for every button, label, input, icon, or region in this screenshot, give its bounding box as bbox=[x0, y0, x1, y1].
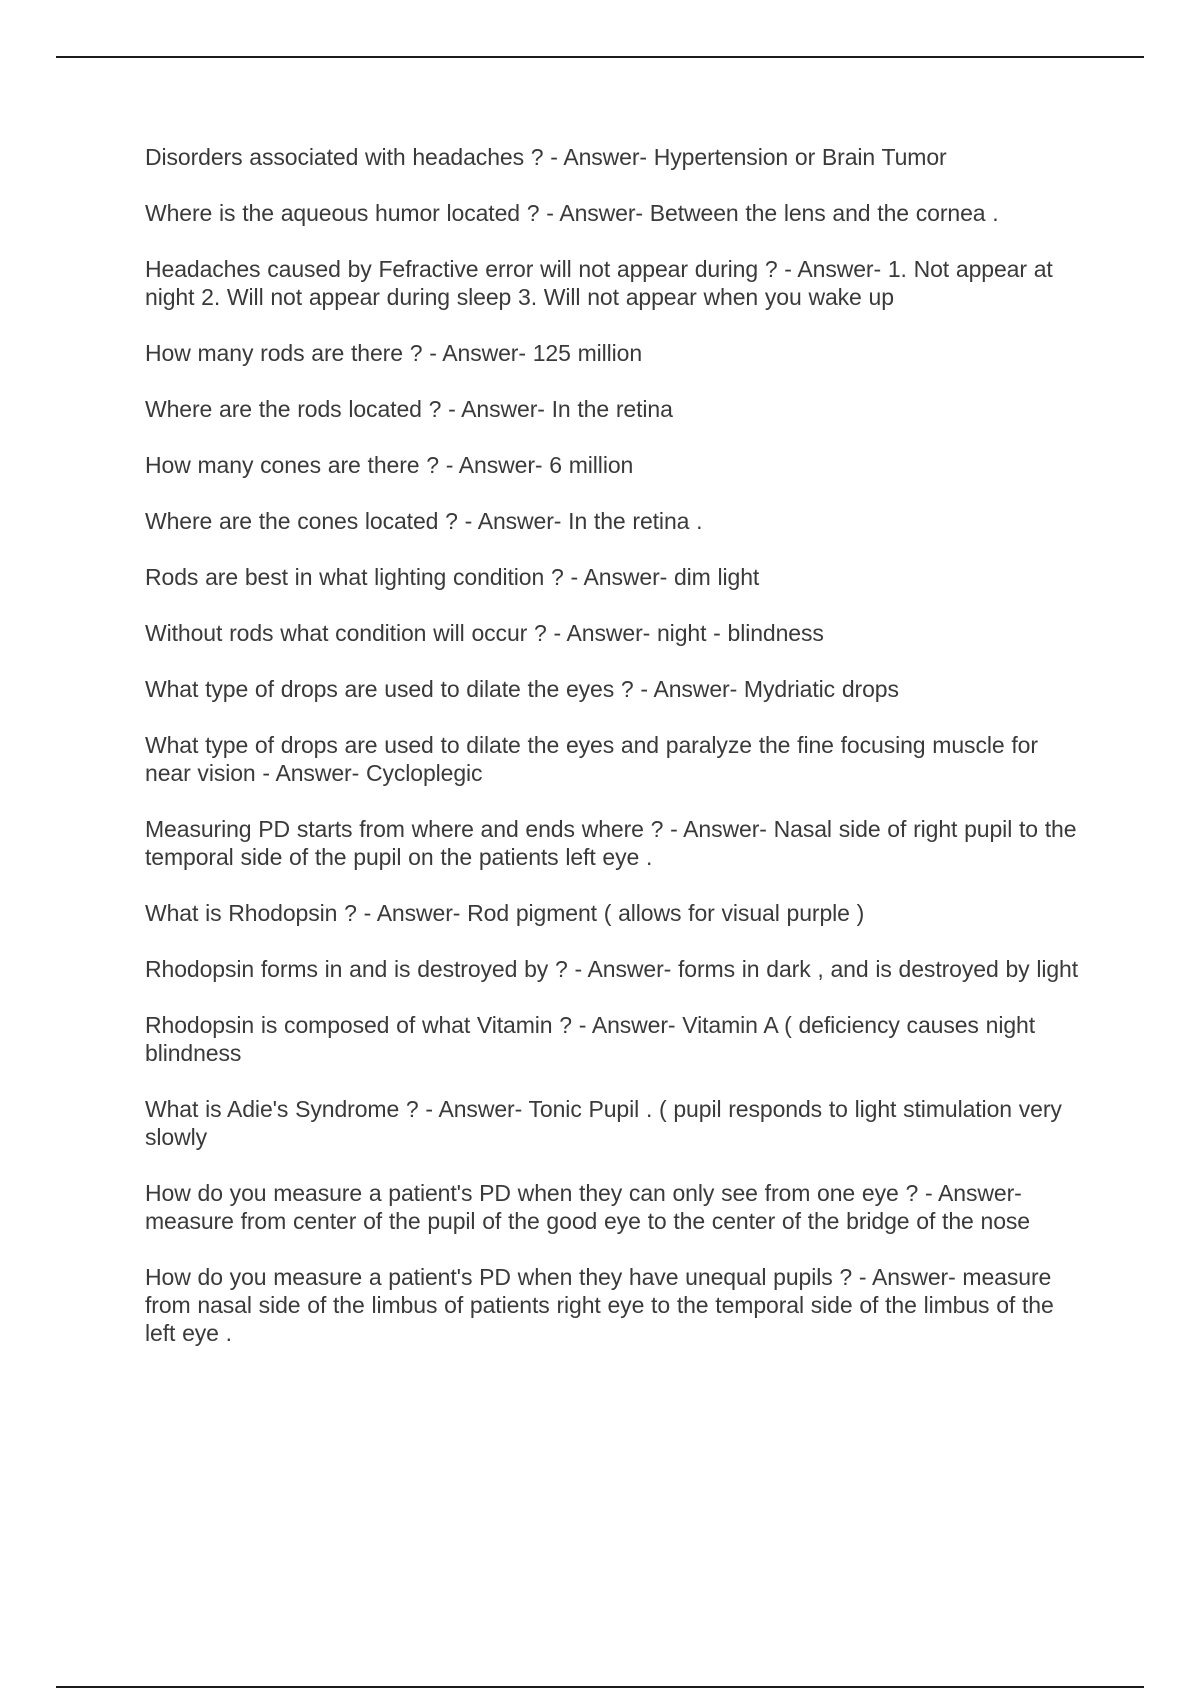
qa-item: Where are the cones located ? - Answer- In the retina . bbox=[145, 508, 703, 534]
qa-list bbox=[145, 143, 1090, 1375]
footer-rule bbox=[56, 1686, 1144, 1688]
qa-item: What is Adie's Syndrome ? - Answer- Tonic Pupil . ( pupil responds to light stimulation very slowly bbox=[145, 1096, 1062, 1150]
qa-item: How do you measure a patient's PD when they can only see from one eye ? - Answer- measure from center of the pupil of the good eye to the center of the bridge of the nose bbox=[145, 1180, 1030, 1234]
qa-item: Rods are best in what lighting condition ? - Answer- dim light bbox=[145, 564, 760, 590]
qa-item: What type of drops are used to dilate the eyes and paralyze the fine focusing muscle for near vision - Answer- Cycloplegic bbox=[145, 732, 1038, 786]
qa-item: Rhodopsin is composed of what Vitamin ? - Answer- Vitamin A ( deficiency causes night blindness bbox=[145, 1012, 1035, 1066]
qa-item: Disorders associated with headaches ? - Answer- Hypertension or Brain Tumor bbox=[145, 144, 947, 170]
qa-item: How many rods are there ? - Answer- 125 million bbox=[145, 340, 643, 366]
qa-item: How many cones are there ? - Answer- 6 million bbox=[145, 452, 634, 478]
qa-item: Measuring PD starts from where and ends where ? - Answer- Nasal side of right pupil to the temporal side of the pupil on the patients left eye . bbox=[145, 816, 1077, 870]
header-rule bbox=[56, 56, 1144, 58]
qa-item: Headaches caused by Fefractive error will not appear during ? - Answer- 1. Not appear at night 2. Will not appear during sleep 3. Will not appear when you wake up bbox=[145, 256, 1053, 310]
qa-item: Without rods what condition will occur ? - Answer- night - blindness bbox=[145, 620, 824, 646]
qa-item: Where are the rods located ? - Answer- In the retina bbox=[145, 396, 673, 422]
qa-item: What is Rhodopsin ? - Answer- Rod pigment ( allows for visual purple ) bbox=[145, 900, 865, 926]
qa-item: How do you measure a patient's PD when they have unequal pupils ? - Answer- measure from nasal side of the limbus of patients right eye to the temporal side of the limbus of the left eye . bbox=[145, 1264, 1054, 1346]
qa-item: Rhodopsin forms in and is destroyed by ? - Answer- forms in dark , and is destroyed by light bbox=[145, 956, 1079, 982]
qa-item: Where is the aqueous humor located ? - Answer- Between the lens and the cornea . bbox=[145, 200, 999, 226]
qa-item: What type of drops are used to dilate the eyes ? - Answer- Mydriatic drops bbox=[145, 676, 899, 702]
